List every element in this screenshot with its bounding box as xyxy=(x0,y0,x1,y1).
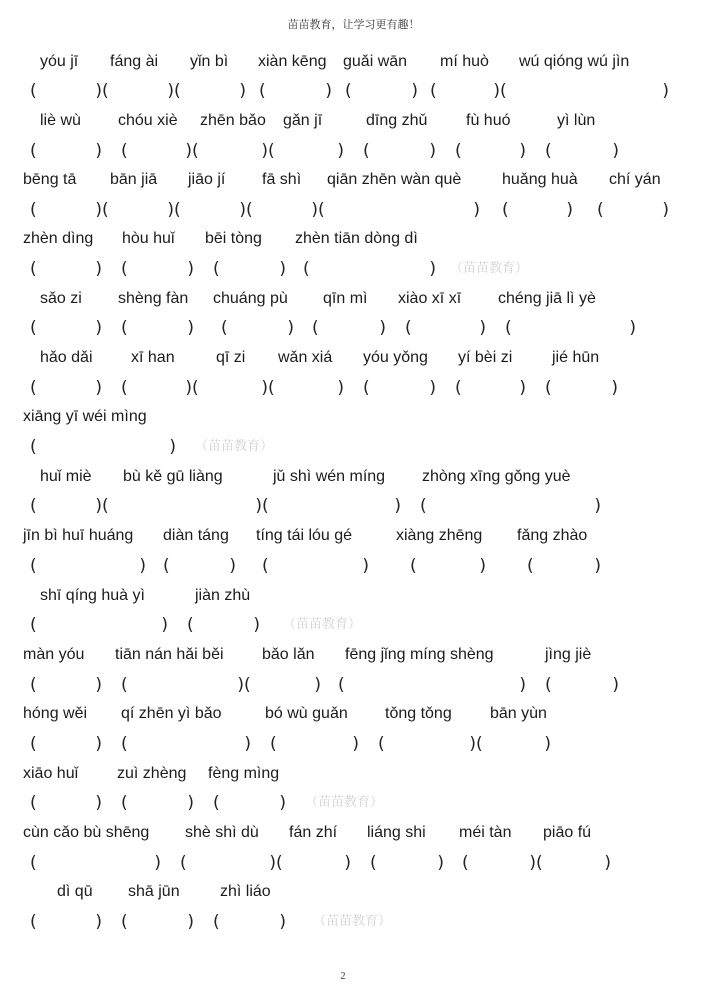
answer-blank xyxy=(259,80,332,102)
answer-blank xyxy=(30,80,102,102)
pinyin-word: sǎo zi xyxy=(40,290,82,307)
paren-close: ) xyxy=(169,437,176,457)
answer-blank xyxy=(121,792,194,814)
paren-close: ) xyxy=(662,81,669,101)
pinyin-word: bǎo lǎn xyxy=(262,646,315,663)
answer-blank xyxy=(213,792,286,814)
paren-close: ) xyxy=(566,200,573,220)
paren-open: ( xyxy=(121,318,128,338)
paren-close: ) xyxy=(279,259,286,279)
paren-open: ( xyxy=(121,675,128,695)
paren-open: ( xyxy=(174,81,181,101)
answer-blank xyxy=(30,377,102,399)
pinyin-word: shèng fàn xyxy=(118,290,189,307)
answer-blank xyxy=(276,852,351,874)
paren-open: ( xyxy=(30,437,37,457)
pinyin-word: qiān zhēn wàn què xyxy=(327,171,462,188)
paren-close: ) xyxy=(311,200,318,220)
paren-close: ) xyxy=(479,556,486,576)
pinyin-word: bù kě gū liàng xyxy=(123,468,223,485)
answer-blank xyxy=(303,258,436,280)
answer-blank xyxy=(102,495,262,517)
paren-close: ) xyxy=(469,734,476,754)
pinyin-word: xiāo huǐ xyxy=(23,765,79,782)
answer-blank xyxy=(121,258,194,280)
paren-close: ) xyxy=(612,675,619,695)
pinyin-word: chí yán xyxy=(609,171,661,188)
pinyin-word: bān jiā xyxy=(110,171,158,188)
answer-blank xyxy=(30,792,102,814)
answer-blank xyxy=(102,199,174,221)
pinyin-word: shī qíng huà yì xyxy=(40,587,145,604)
pinyin-word: hòu huǐ xyxy=(122,230,175,247)
paren-close: ) xyxy=(253,615,260,635)
answer-blank xyxy=(545,140,619,162)
paren-close: ) xyxy=(244,734,251,754)
answer-blank xyxy=(30,317,102,339)
pinyin-word: bó wù guǎn xyxy=(265,705,348,722)
paren-open: ( xyxy=(180,853,187,873)
paren-close: ) xyxy=(95,141,102,161)
pinyin-word: diàn táng xyxy=(163,527,229,544)
paren-close: ) xyxy=(261,378,268,398)
paren-open: ( xyxy=(121,912,128,932)
answer-blank xyxy=(30,674,102,696)
paren-open: ( xyxy=(102,200,109,220)
answer-blank xyxy=(192,377,268,399)
answer-blank xyxy=(545,377,618,399)
answer-blank xyxy=(121,674,244,696)
answer-blank xyxy=(500,80,669,102)
paren-close: ) xyxy=(519,141,526,161)
answer-blank xyxy=(102,80,174,102)
pinyin-word: tiān nán hǎi běi xyxy=(115,646,224,663)
paren-open: ( xyxy=(303,259,310,279)
answer-blank xyxy=(410,555,486,577)
answer-blank xyxy=(268,140,344,162)
paren-close: ) xyxy=(479,318,486,338)
watermark: （苗苗教育） xyxy=(313,914,392,929)
answer-blank xyxy=(174,80,246,102)
paren-open: ( xyxy=(262,556,269,576)
answer-blank xyxy=(318,199,480,221)
answer-blank xyxy=(345,80,418,102)
paren-close: ) xyxy=(95,496,102,516)
paren-open: ( xyxy=(121,378,128,398)
answer-blank xyxy=(121,733,251,755)
paren-close: ) xyxy=(473,200,480,220)
pinyin-word: chéng jiā lì yè xyxy=(498,290,596,307)
paren-open: ( xyxy=(268,378,275,398)
answer-blank xyxy=(462,852,536,874)
paren-close: ) xyxy=(161,615,168,635)
paren-close: ) xyxy=(429,378,436,398)
pinyin-word: hǎo dǎi xyxy=(40,349,93,366)
paren-close: ) xyxy=(261,141,268,161)
answer-blank xyxy=(244,674,321,696)
paren-close: ) xyxy=(437,853,444,873)
paren-open: ( xyxy=(192,141,199,161)
paren-close: ) xyxy=(167,81,174,101)
watermark: （苗苗教育） xyxy=(305,795,384,810)
paren-close: ) xyxy=(287,318,294,338)
pinyin-word: xiàn kēng xyxy=(258,53,327,70)
answer-blank xyxy=(338,674,526,696)
paren-open: ( xyxy=(30,318,37,338)
paren-open: ( xyxy=(597,200,604,220)
paren-open: ( xyxy=(500,81,507,101)
answer-blank xyxy=(246,199,318,221)
answer-blank xyxy=(30,852,161,874)
pinyin-word: jiàn zhù xyxy=(195,587,251,604)
pinyin-word: tíng tái lóu gé xyxy=(256,527,353,544)
paren-open: ( xyxy=(318,200,325,220)
pinyin-word: méi tàn xyxy=(459,824,512,841)
pinyin-word: xiàng zhēng xyxy=(396,527,483,544)
paren-open: ( xyxy=(378,734,385,754)
pinyin-word: bēng tā xyxy=(23,171,77,188)
pinyin-word: qí zhēn yì bǎo xyxy=(121,705,222,722)
pinyin-word: chuáng pù xyxy=(213,290,288,307)
pinyin-word: qīn mì xyxy=(323,290,368,307)
answer-blank xyxy=(163,555,236,577)
paren-open: ( xyxy=(221,318,228,338)
paren-close: ) xyxy=(95,378,102,398)
paren-close: ) xyxy=(594,556,601,576)
paren-open: ( xyxy=(505,318,512,338)
pinyin-word: jié hūn xyxy=(552,349,600,366)
answer-blank xyxy=(30,911,102,933)
paren-open: ( xyxy=(455,141,462,161)
paren-close: ) xyxy=(379,318,386,338)
paren-close: ) xyxy=(187,318,194,338)
paren-open: ( xyxy=(312,318,319,338)
answer-blank xyxy=(455,140,526,162)
paren-close: ) xyxy=(237,675,244,695)
paren-close: ) xyxy=(429,259,436,279)
paren-open: ( xyxy=(545,141,552,161)
pinyin-word: yóu jī xyxy=(40,53,79,70)
paren-open: ( xyxy=(30,496,37,516)
answer-blank xyxy=(430,80,500,102)
pinyin-word: yì lùn xyxy=(557,112,596,129)
paren-open: ( xyxy=(213,793,220,813)
paren-open: ( xyxy=(270,734,277,754)
pinyin-word: gǎn jī xyxy=(283,112,323,129)
paren-close: ) xyxy=(629,318,636,338)
answer-blank xyxy=(536,852,611,874)
pinyin-word: jìng jiè xyxy=(545,646,592,663)
pinyin-word: zhì liáo xyxy=(220,883,271,900)
paren-open: ( xyxy=(30,615,37,635)
paren-open: ( xyxy=(268,141,275,161)
paren-open: ( xyxy=(455,378,462,398)
paren-close: ) xyxy=(187,259,194,279)
paren-open: ( xyxy=(30,912,37,932)
pinyin-word: huǐ miè xyxy=(40,468,92,485)
paren-close: ) xyxy=(337,141,344,161)
paren-close: ) xyxy=(95,912,102,932)
paren-close: ) xyxy=(519,378,526,398)
paren-close: ) xyxy=(95,675,102,695)
answer-blank xyxy=(30,140,102,162)
paren-open: ( xyxy=(545,378,552,398)
answer-blank xyxy=(270,733,359,755)
paren-open: ( xyxy=(476,734,483,754)
watermark: （苗苗教育） xyxy=(283,617,362,632)
paren-open: ( xyxy=(545,675,552,695)
paren-close: ) xyxy=(529,853,536,873)
answer-blank xyxy=(121,140,192,162)
paren-open: ( xyxy=(30,200,37,220)
paren-open: ( xyxy=(30,853,37,873)
paren-close: ) xyxy=(337,378,344,398)
paren-open: ( xyxy=(262,496,269,516)
answer-blank xyxy=(30,733,102,755)
answer-blank xyxy=(121,377,192,399)
pinyin-word: dì qū xyxy=(57,883,93,900)
paren-open: ( xyxy=(30,734,37,754)
answer-blank xyxy=(502,199,573,221)
pinyin-word: shè shì dù xyxy=(185,824,259,841)
pinyin-word: fǎng zhào xyxy=(517,527,588,544)
pinyin-word: piāo fú xyxy=(543,824,592,841)
paren-close: ) xyxy=(429,141,436,161)
paren-open: ( xyxy=(462,853,469,873)
pinyin-word: liè wù xyxy=(40,112,81,129)
answer-blank xyxy=(30,495,102,517)
paren-open: ( xyxy=(430,81,437,101)
paren-close: ) xyxy=(239,81,246,101)
pinyin-word: wú qióng wú jìn xyxy=(519,53,630,70)
answer-blank xyxy=(192,140,268,162)
paren-open: ( xyxy=(370,853,377,873)
paren-open: ( xyxy=(174,200,181,220)
paren-close: ) xyxy=(187,793,194,813)
paren-close: ) xyxy=(611,378,618,398)
answer-blank xyxy=(180,852,276,874)
paren-close: ) xyxy=(95,793,102,813)
paren-close: ) xyxy=(95,81,102,101)
answer-blank xyxy=(378,733,476,755)
paren-close: ) xyxy=(594,496,601,516)
pinyin-word: fēng jǐng míng shèng xyxy=(345,646,494,663)
paren-close: ) xyxy=(325,81,332,101)
answer-blank xyxy=(30,436,176,458)
answer-blank xyxy=(30,199,102,221)
paren-open: ( xyxy=(363,141,370,161)
pinyin-word: bēi tòng xyxy=(205,230,262,247)
paren-open: ( xyxy=(276,853,283,873)
pinyin-word: yǐn bì xyxy=(190,53,229,70)
answer-blank xyxy=(527,555,601,577)
paren-close: ) xyxy=(255,496,262,516)
pinyin-word: dīng zhǔ xyxy=(366,112,428,129)
paren-close: ) xyxy=(493,81,500,101)
pinyin-word: fù huó xyxy=(466,112,511,129)
pinyin-word: wǎn xiá xyxy=(278,349,333,366)
paren-close: ) xyxy=(269,853,276,873)
paren-close: ) xyxy=(95,200,102,220)
paren-open: ( xyxy=(502,200,509,220)
paren-close: ) xyxy=(187,912,194,932)
answer-blank xyxy=(187,614,260,636)
pinyin-word: jīn bì huī huáng xyxy=(23,527,134,544)
answer-blank xyxy=(405,317,486,339)
pinyin-word: xiāng yī wéi mìng xyxy=(23,408,147,425)
paren-open: ( xyxy=(192,378,199,398)
paren-close: ) xyxy=(544,734,551,754)
pinyin-word: mí huò xyxy=(440,53,489,70)
paren-close: ) xyxy=(154,853,161,873)
pinyin-word: yí bèi zi xyxy=(458,349,513,366)
answer-blank xyxy=(121,317,194,339)
pinyin-word: chóu xiè xyxy=(118,112,178,129)
pinyin-word: tǒng tǒng xyxy=(385,705,452,722)
answer-blank xyxy=(268,377,344,399)
paren-open: ( xyxy=(363,378,370,398)
paren-open: ( xyxy=(246,200,253,220)
paren-open: ( xyxy=(30,675,37,695)
pinyin-word: zhòng xīng gǒng yuè xyxy=(422,468,571,485)
pinyin-word: cùn cǎo bù shēng xyxy=(23,824,150,841)
pinyin-word: fán zhí xyxy=(289,824,338,841)
answer-blank xyxy=(213,258,286,280)
pinyin-word: zhèn dìng xyxy=(23,230,94,247)
pinyin-word: fā shì xyxy=(262,171,302,188)
paren-open: ( xyxy=(345,81,352,101)
pinyin-word: xiào xī xī xyxy=(398,290,462,307)
paren-open: ( xyxy=(30,81,37,101)
answer-blank xyxy=(545,674,619,696)
paren-close: ) xyxy=(95,259,102,279)
paren-close: ) xyxy=(229,556,236,576)
answer-blank xyxy=(30,614,168,636)
answer-blank xyxy=(30,555,146,577)
pinyin-word: liáng shi xyxy=(367,824,426,841)
paren-open: ( xyxy=(420,496,427,516)
paren-open: ( xyxy=(30,259,37,279)
paren-open: ( xyxy=(410,556,417,576)
paren-open: ( xyxy=(338,675,345,695)
pinyin-word: xī han xyxy=(131,349,175,366)
paren-open: ( xyxy=(30,556,37,576)
answer-blank xyxy=(174,199,246,221)
paren-close: ) xyxy=(344,853,351,873)
paren-open: ( xyxy=(30,141,37,161)
answer-blank xyxy=(262,555,369,577)
pinyin-word: yóu yǒng xyxy=(363,349,428,366)
paren-open: ( xyxy=(405,318,412,338)
pinyin-word: shā jūn xyxy=(128,883,180,900)
paren-close: ) xyxy=(352,734,359,754)
answer-blank xyxy=(121,911,194,933)
paren-close: ) xyxy=(185,141,192,161)
paren-close: ) xyxy=(394,496,401,516)
answer-blank xyxy=(476,733,551,755)
paren-close: ) xyxy=(519,675,526,695)
answer-blank xyxy=(213,911,286,933)
pinyin-word: zuì zhèng xyxy=(117,765,187,782)
paren-open: ( xyxy=(187,615,194,635)
paren-close: ) xyxy=(604,853,611,873)
paren-close: ) xyxy=(279,793,286,813)
paren-close: ) xyxy=(662,200,669,220)
pinyin-word: bān yùn xyxy=(490,705,547,722)
paren-open: ( xyxy=(121,793,128,813)
answer-blank xyxy=(363,377,436,399)
pinyin-word: fáng ài xyxy=(110,53,159,70)
paren-close: ) xyxy=(362,556,369,576)
paren-open: ( xyxy=(259,81,266,101)
paren-open: ( xyxy=(30,378,37,398)
paren-close: ) xyxy=(167,200,174,220)
answer-blank xyxy=(505,317,636,339)
paren-open: ( xyxy=(121,259,128,279)
pinyin-word: zhēn bǎo xyxy=(200,112,266,129)
answer-blank xyxy=(455,377,526,399)
paren-open: ( xyxy=(244,675,251,695)
pinyin-word: zhèn tiān dòng dì xyxy=(295,230,418,247)
paren-close: ) xyxy=(95,318,102,338)
answer-blank xyxy=(221,317,294,339)
paren-open: ( xyxy=(163,556,170,576)
answer-blank xyxy=(262,495,401,517)
paren-close: ) xyxy=(279,912,286,932)
answer-blank xyxy=(597,199,669,221)
pinyin-word: jǔ shì wén míng xyxy=(273,468,386,485)
paren-open: ( xyxy=(102,81,109,101)
paren-close: ) xyxy=(139,556,146,576)
pinyin-word: fèng mìng xyxy=(208,765,280,782)
page-number: 2 xyxy=(340,971,346,982)
paren-open: ( xyxy=(213,259,220,279)
answer-blank xyxy=(363,140,436,162)
watermark: （苗苗教育） xyxy=(195,439,274,454)
answer-blank xyxy=(312,317,386,339)
paren-open: ( xyxy=(102,496,109,516)
paren-close: ) xyxy=(185,378,192,398)
pinyin-word: huǎng huà xyxy=(502,171,578,188)
paren-close: ) xyxy=(612,141,619,161)
pinyin-word: guǎi wān xyxy=(343,53,408,70)
pinyin-word: màn yóu xyxy=(23,646,85,663)
page-header: 苗苗教育，让学习更有趣！ xyxy=(287,18,420,31)
paren-open: ( xyxy=(536,853,543,873)
paren-close: ) xyxy=(95,734,102,754)
paren-open: ( xyxy=(30,793,37,813)
paren-open: ( xyxy=(527,556,534,576)
paren-open: ( xyxy=(213,912,220,932)
watermark: （苗苗教育） xyxy=(450,261,529,276)
paren-open: ( xyxy=(121,141,128,161)
answer-blank xyxy=(420,495,601,517)
answer-blank xyxy=(370,852,444,874)
paren-close: ) xyxy=(239,200,246,220)
paren-close: ) xyxy=(314,675,321,695)
paren-close: ) xyxy=(411,81,418,101)
pinyin-word: jiāo jí xyxy=(188,171,226,188)
paren-open: ( xyxy=(121,734,128,754)
pinyin-word: hóng wěi xyxy=(23,705,88,722)
answer-blank xyxy=(30,258,102,280)
pinyin-word: qī zi xyxy=(216,349,246,366)
